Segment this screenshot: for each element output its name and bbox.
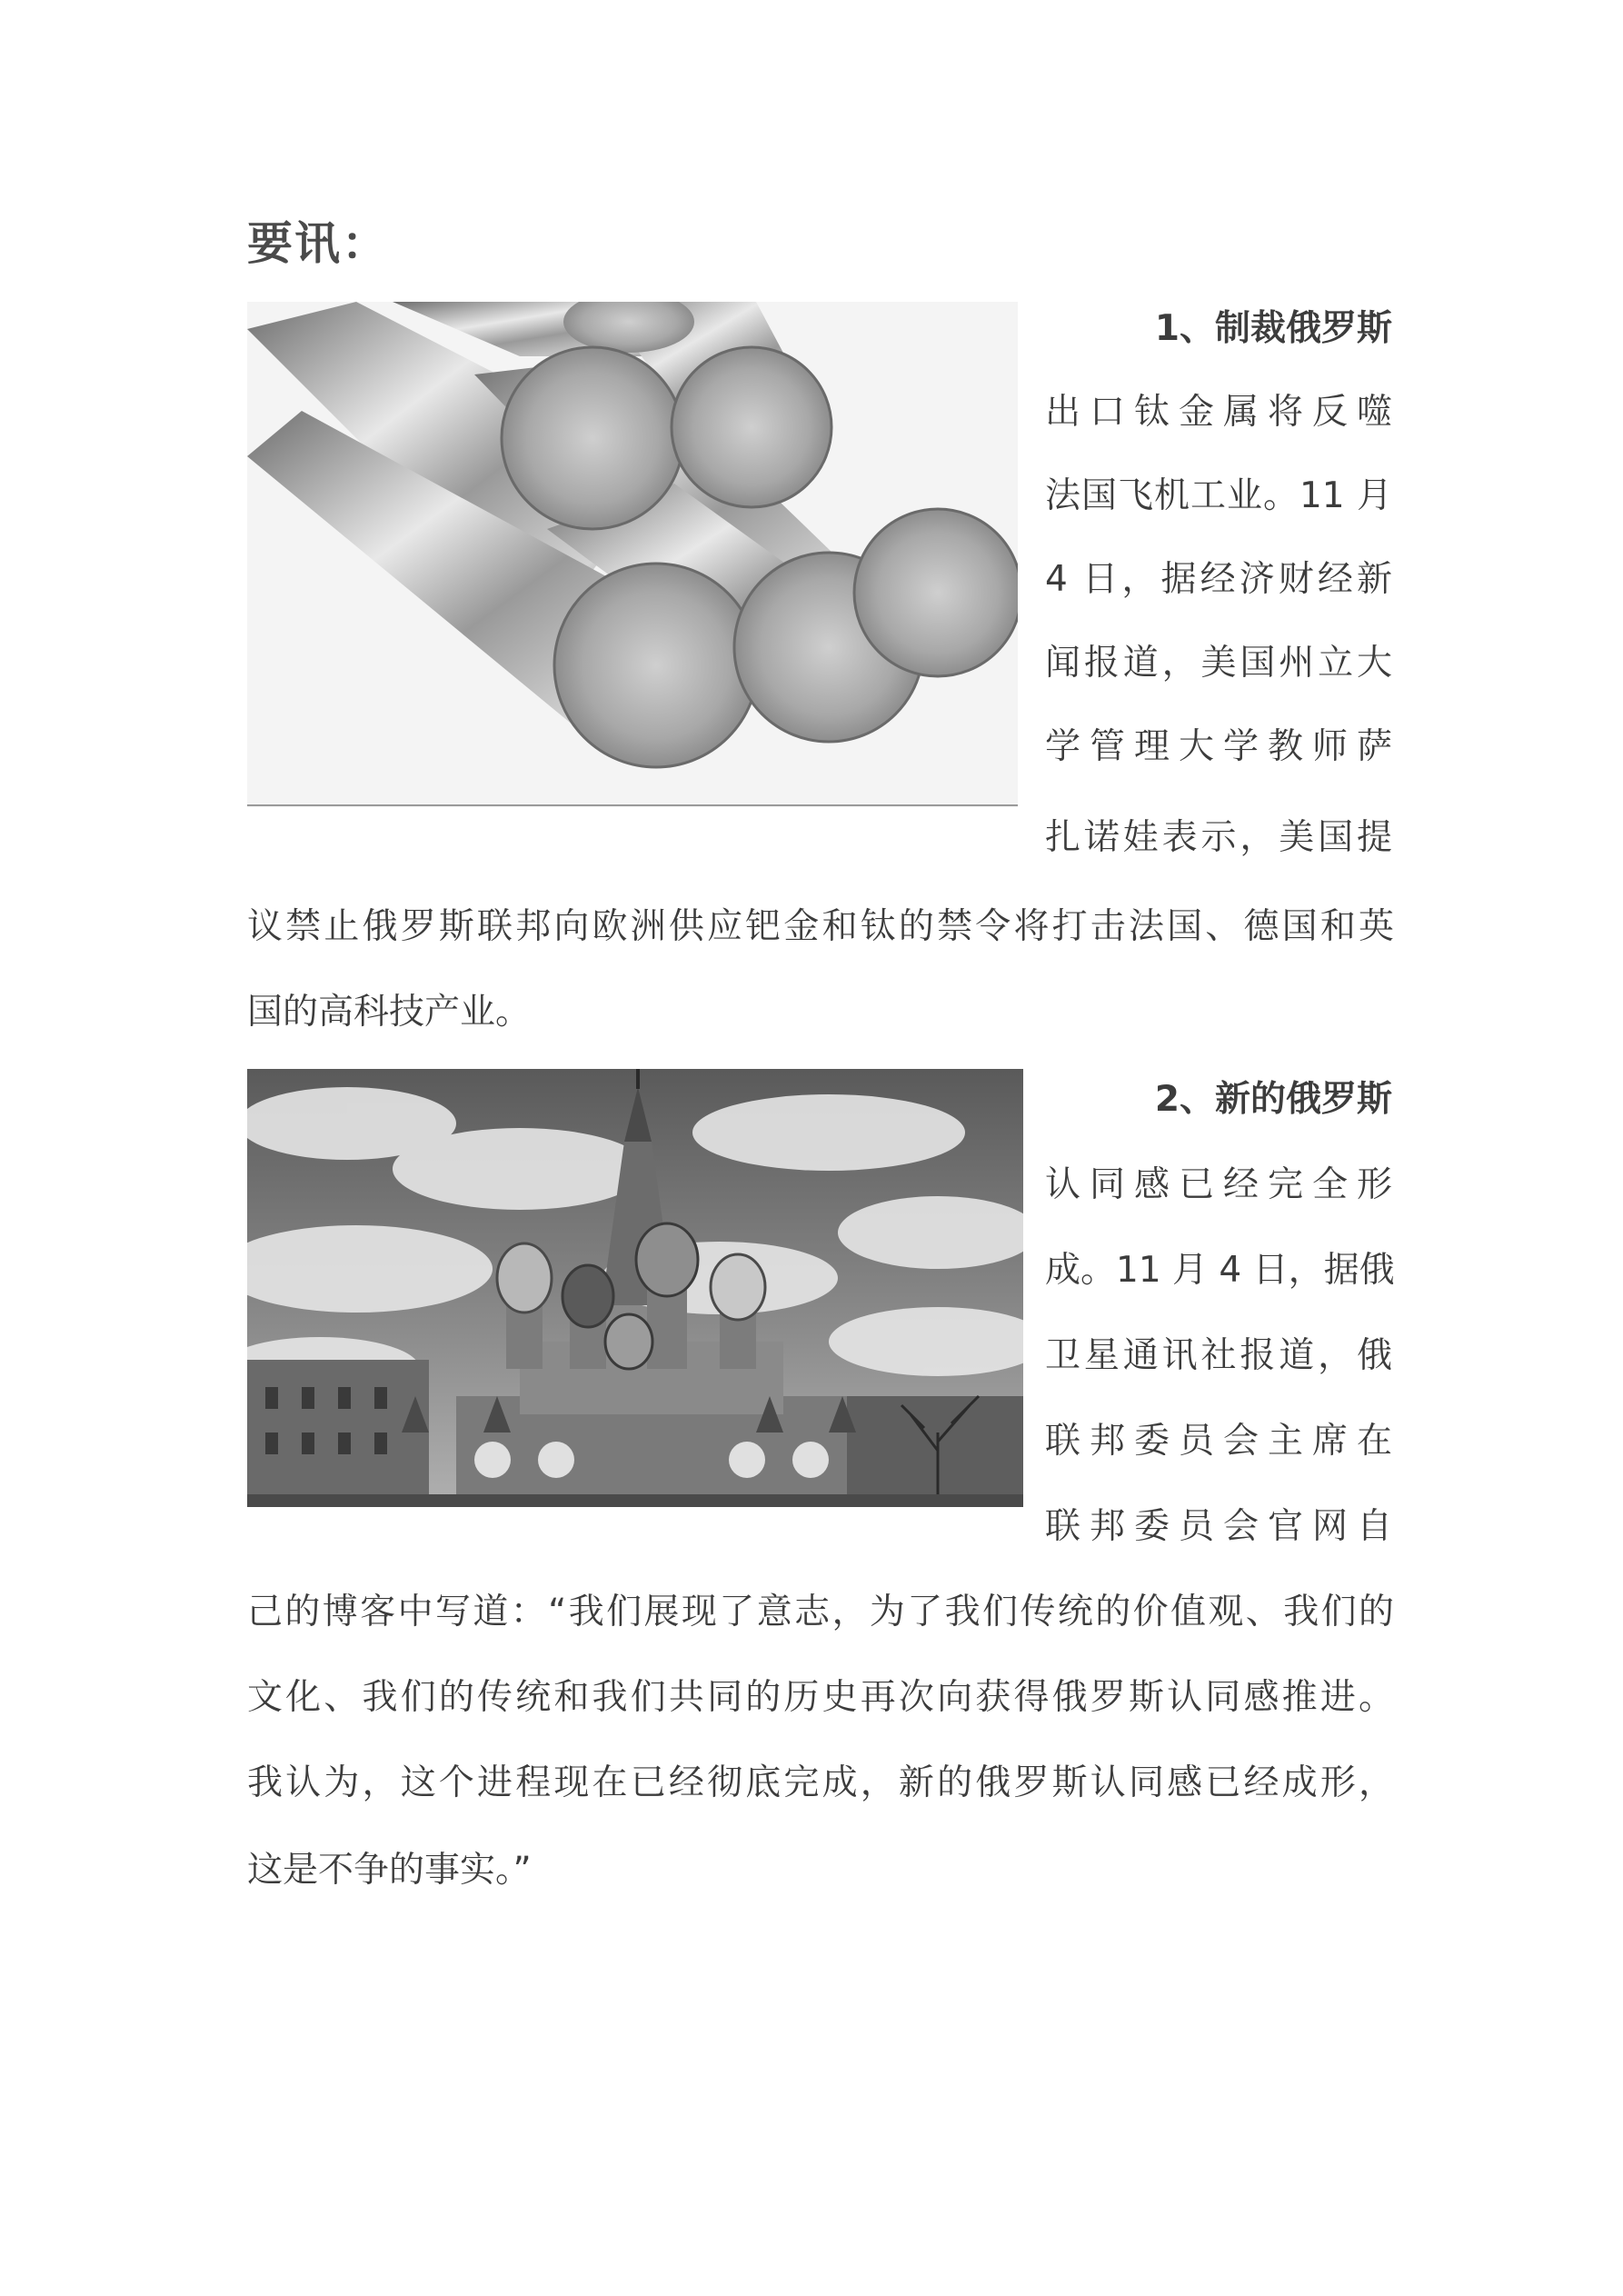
item1-line: 学管理大学教师萨 — [1045, 726, 1392, 767]
titanium-bars-image — [247, 302, 1018, 807]
item1-title-line: 1、制裁俄罗斯 — [1154, 308, 1392, 349]
item1-line-full: 议禁止俄罗斯联邦向欧洲供应钯金和钛的禁令将打击法国、德国和英 — [247, 906, 1394, 947]
item2-line-full: 文化、我们的传统和我们共同的历史再次向获得俄罗斯认同感推进。 — [247, 1677, 1394, 1718]
item2-line-full: 我认为，这个进程现在已经彻底完成，新的俄罗斯认同感已经成形， — [247, 1762, 1394, 1803]
item1-line: 出口钛金属将反噬 — [1045, 392, 1392, 433]
item2-line: 联邦委员会官网自 — [1045, 1506, 1392, 1547]
item1-line: 4 日，据经济财经新 — [1045, 559, 1392, 600]
item1-line: 扎诺娃表示，美国提 — [1045, 817, 1392, 858]
item2-title-line: 2、新的俄罗斯 — [1154, 1079, 1392, 1120]
item1-line: 闻报道，美国州立大 — [1045, 643, 1392, 684]
item2-line-full: 这是不争的事实。” — [247, 1850, 532, 1891]
item1-line: 法国飞机工业。11 月 — [1045, 475, 1392, 516]
item2-line: 认同感已经完全形 — [1045, 1164, 1392, 1205]
item1-line-full: 国的高科技产业。 — [247, 992, 532, 1033]
item2-line: 联邦委员会主席在 — [1045, 1421, 1392, 1462]
item2-line-full: 己的博客中写道：“我们展现了意志，为了我们传统的价值观、我们的 — [247, 1592, 1394, 1632]
item2-line: 成。11 月 4 日，据俄 — [1045, 1250, 1395, 1291]
st-basils-cathedral-image — [247, 1069, 1023, 1507]
item2-line: 卫星通讯社报道，俄 — [1045, 1335, 1392, 1376]
section-heading: 要讯： — [247, 217, 389, 270]
